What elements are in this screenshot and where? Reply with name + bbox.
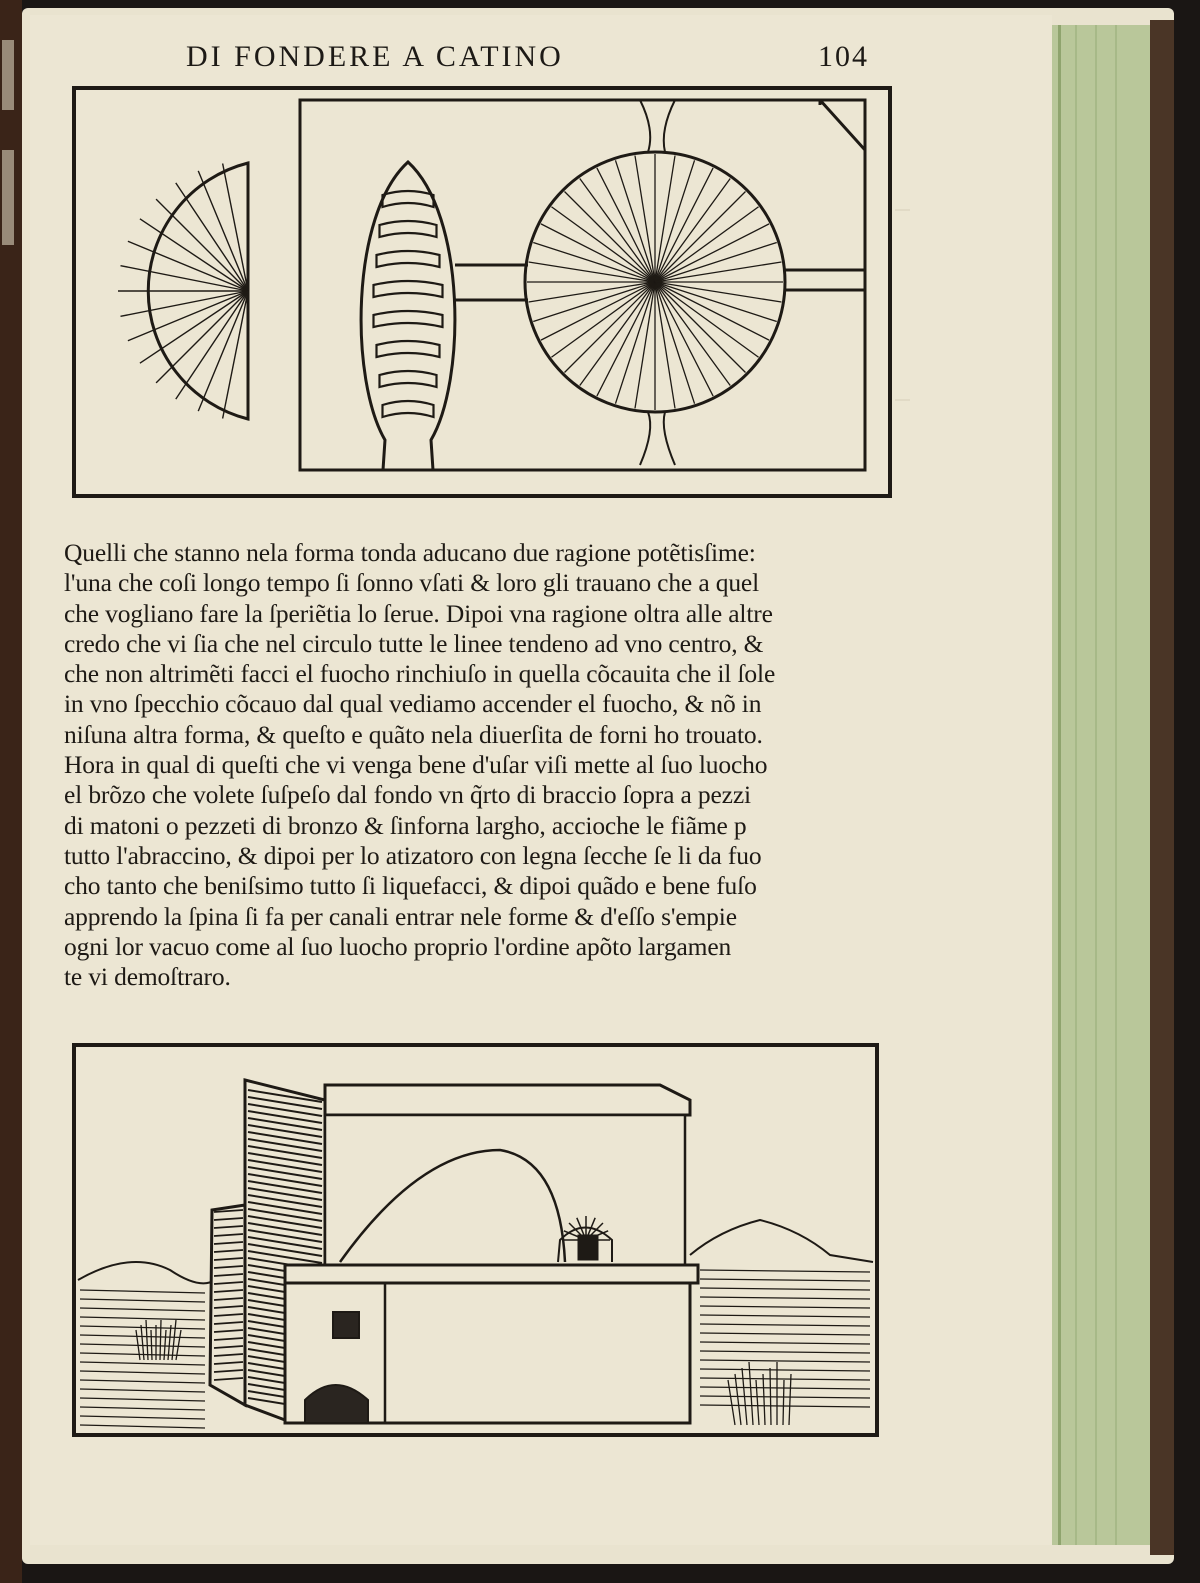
full-circle-rays [527, 154, 783, 410]
text-line: di matoni o pezzeti di bronzo & ſinforna largho, accioche le fiãme p [64, 810, 747, 840]
text-line: Quelli che stanno nela forma tonda aducano due ragione potẽtisſime: [64, 538, 756, 567]
running-title: DI FONDERE A CATINO [186, 40, 564, 73]
text-line: che vogliano fare la ſperiẽtia lo ſerue. Dipoi vna ragione oltra alle altre [64, 598, 773, 628]
text-line: Hora in qual di queſti che vi venga bene d'uſar viſi mette al ſuo luocho [64, 750, 768, 780]
text-line: cho tanto che beniſsimo tutto ſi liquefacci, & dipoi quãdo e bene fuſo [64, 871, 757, 901]
text-line: l'una che coſi longo tempo ſi ſonno vſati & loro gli trauano che a quel [64, 568, 760, 598]
folio-number: 104 [818, 40, 869, 73]
text-line: che non altrimẽti facci el fuocho rinchiuſo in quella cõcauita che il ſole [64, 659, 776, 689]
text-line: credo che vi ſia che nel circulo tutte le linee tendeno ad vno centro, & [64, 628, 764, 658]
text-line: el brõzo che volete ſuſpeſo dal fondo vn q̃rto di braccio ſopra a pezzi [64, 780, 751, 810]
text-line: ogni lor vacuo come al ſuo luocho proprio l'ordine apõto largamen [64, 931, 732, 961]
text-line: apprendo la ſpina ſi fa per canali entrar nele forme & d'eſſo s'empie [64, 901, 737, 931]
text-line: niſuna altra forma, & queſto e quãto nela diuerſita de forni ho trouato. [64, 719, 763, 749]
page-edges [1050, 25, 1150, 1545]
body-paragraph [64, 538, 944, 992]
text-line: in vno ſpecchio cõcauo dal qual vediamo accender el fuocho, & nõ in [64, 689, 762, 719]
text-line: te vi demoſtraro. [64, 962, 231, 992]
text-line: tutto l'abraccino, & dipoi per lo atizatoro con legna ſecche ſe li da fuo [64, 840, 762, 870]
